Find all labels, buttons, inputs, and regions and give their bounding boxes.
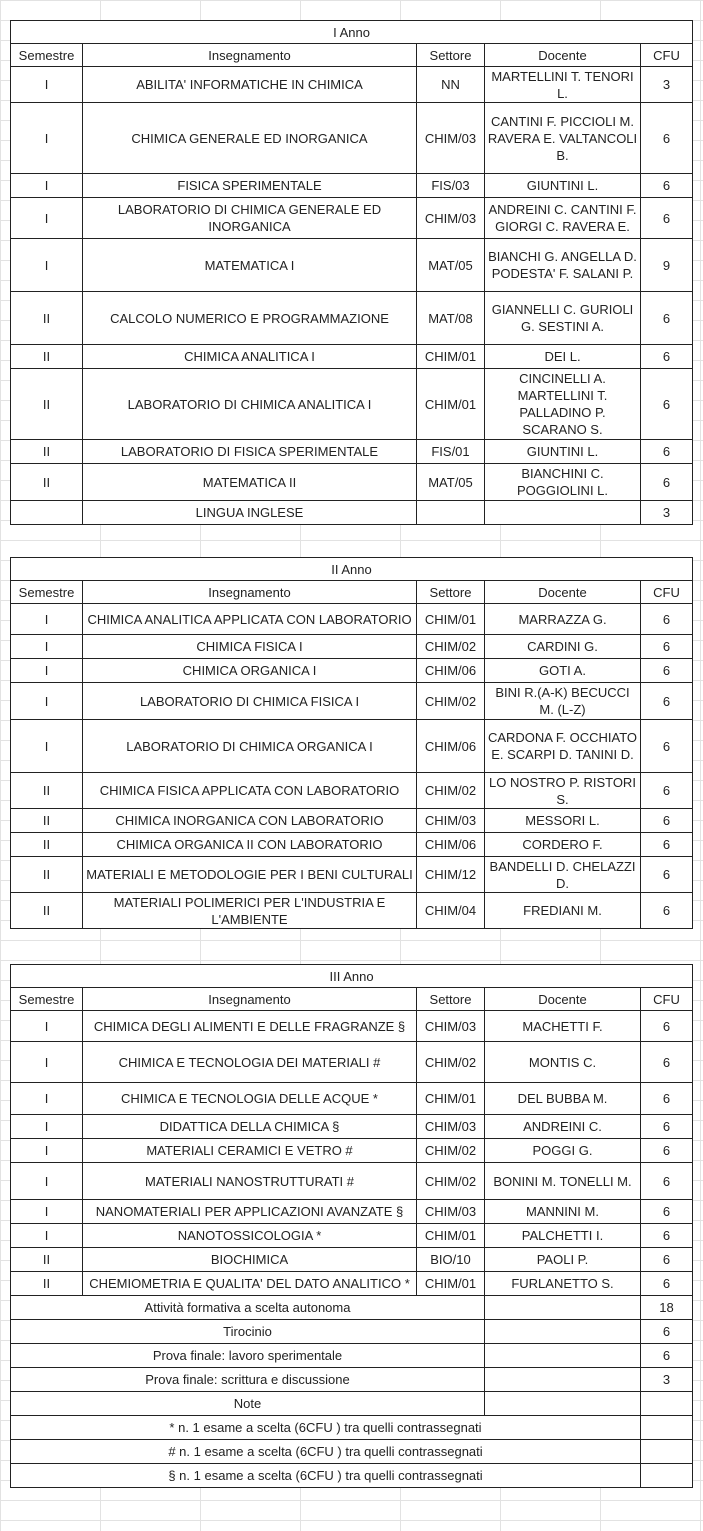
cell-cfu: 3 <box>641 67 693 103</box>
cell-insegnamento: MATERIALI POLIMERICI PER L'INDUSTRIA E L'AMBIENTE <box>83 893 417 929</box>
cell-insegnamento: MATERIALI NANOSTRUTTURATI # <box>83 1163 417 1200</box>
col-header-insegnamento: Insegnamento <box>83 581 417 604</box>
cell-docente: FURLANETTO S. <box>485 1272 641 1296</box>
cell-insegnamento: CHIMICA E TECNOLOGIA DEI MATERIALI # <box>83 1042 417 1083</box>
cell-insegnamento: BIOCHIMICA <box>83 1248 417 1272</box>
cell-settore: CHIM/01 <box>417 369 485 440</box>
cell-semestre: I <box>11 1042 83 1083</box>
cell-semestre: II <box>11 464 83 501</box>
table-row <box>11 857 693 893</box>
cell-docente: CARDINI G. <box>485 635 641 659</box>
cell-insegnamento: CHIMICA DEGLI ALIMENTI E DELLE FRAGRANZE § <box>83 1011 417 1042</box>
cell-cfu: 6 <box>641 1272 693 1296</box>
year3-table <box>10 964 693 1488</box>
cell-cfu: 6 <box>641 857 693 893</box>
cell-cfu: 6 <box>641 809 693 833</box>
cell-settore: CHIM/04 <box>417 893 485 929</box>
cell-cfu: 6 <box>641 198 693 239</box>
cell-cfu: 6 <box>641 1248 693 1272</box>
cell-settore: CHIM/03 <box>417 103 485 174</box>
cell-docente: BIANCHINI C. POGGIOLINI L. <box>485 464 641 501</box>
cell-docente: GOTI A. <box>485 659 641 683</box>
cell-insegnamento: CHIMICA GENERALE ED INORGANICA <box>83 103 417 174</box>
year1-title: I Anno <box>11 21 693 44</box>
cell-semestre: II <box>11 1248 83 1272</box>
table-row <box>11 239 693 292</box>
cell-settore: CHIM/01 <box>417 604 485 635</box>
cell-insegnamento: CHIMICA E TECNOLOGIA DELLE ACQUE * <box>83 1083 417 1115</box>
extra-activity-label: Tirocinio <box>11 1320 485 1344</box>
cell-cfu: 6 <box>641 683 693 720</box>
cell-docente: ANDREINI C. CANTINI F. GIORGI C. RAVERA E. <box>485 198 641 239</box>
table-row <box>11 464 693 501</box>
cell-insegnamento: CHIMICA FISICA APPLICATA CON LABORATORIO <box>83 773 417 809</box>
cell-insegnamento: CHIMICA ANALITICA I <box>83 345 417 369</box>
extra-row <box>11 1296 693 1320</box>
table-row <box>11 1248 693 1272</box>
cell-cfu: 6 <box>641 1224 693 1248</box>
table-row <box>11 659 693 683</box>
cell-settore: CHIM/01 <box>417 1272 485 1296</box>
table-row <box>11 893 693 929</box>
table-row <box>11 1011 693 1042</box>
cell-docente: CORDERO F. <box>485 833 641 857</box>
cell-semestre: II <box>11 857 83 893</box>
table-row <box>11 174 693 198</box>
cell-semestre: II <box>11 893 83 929</box>
cell-settore: CHIM/02 <box>417 1163 485 1200</box>
table-row <box>11 720 693 773</box>
cell-docente <box>485 1344 641 1368</box>
year1-table <box>10 20 693 525</box>
cell-semestre: II <box>11 773 83 809</box>
cell-settore: CHIM/03 <box>417 198 485 239</box>
table-row <box>11 635 693 659</box>
table-row <box>11 773 693 809</box>
cell-insegnamento: CHEMIOMETRIA E QUALITA' DEL DATO ANALITICO * <box>83 1272 417 1296</box>
cell-cfu: 6 <box>641 103 693 174</box>
cell-cfu: 6 <box>641 1344 693 1368</box>
cell-settore: CHIM/06 <box>417 659 485 683</box>
cell-settore: CHIM/06 <box>417 833 485 857</box>
cell-insegnamento: LABORATORIO DI CHIMICA ORGANICA I <box>83 720 417 773</box>
cell-docente: POGGI G. <box>485 1139 641 1163</box>
table-row <box>11 809 693 833</box>
col-header-cfu: CFU <box>641 988 693 1011</box>
cell-docente: PAOLI P. <box>485 1248 641 1272</box>
cell-semestre: I <box>11 1115 83 1139</box>
cell-semestre: I <box>11 1224 83 1248</box>
cell-insegnamento: LINGUA INGLESE <box>83 501 417 525</box>
cell-semestre: II <box>11 292 83 345</box>
col-header-docente: Docente <box>485 44 641 67</box>
cell-cfu: 6 <box>641 464 693 501</box>
cell-insegnamento: LABORATORIO DI CHIMICA ANALITICA I <box>83 369 417 440</box>
extra-row <box>11 1344 693 1368</box>
cell-semestre: II <box>11 369 83 440</box>
cell-insegnamento: MATERIALI E METODOLOGIE PER I BENI CULTURALI <box>83 857 417 893</box>
cell-cfu: 6 <box>641 1115 693 1139</box>
note-row <box>11 1440 693 1464</box>
cell-semestre: I <box>11 1200 83 1224</box>
cell-semestre: I <box>11 1083 83 1115</box>
cell-cfu: 6 <box>641 1011 693 1042</box>
cell-settore: MAT/05 <box>417 464 485 501</box>
cell-cfu: 6 <box>641 1042 693 1083</box>
cell-insegnamento: LABORATORIO DI CHIMICA GENERALE ED INORGANICA <box>83 198 417 239</box>
col-header-insegnamento: Insegnamento <box>83 44 417 67</box>
cell-cfu: 6 <box>641 635 693 659</box>
cell-settore: CHIM/02 <box>417 1042 485 1083</box>
cell-insegnamento: DIDATTICA DELLA CHIMICA § <box>83 1115 417 1139</box>
cell-cfu: 6 <box>641 369 693 440</box>
extra-activity-label: Attività formativa a scelta autonoma <box>11 1296 485 1320</box>
notes-title: Note <box>11 1392 485 1416</box>
table-row <box>11 833 693 857</box>
cell-semestre: I <box>11 198 83 239</box>
cell-docente: BINI R.(A-K) BECUCCI M. (L-Z) <box>485 683 641 720</box>
col-header-semestre: Semestre <box>11 581 83 604</box>
cell-insegnamento: LABORATORIO DI CHIMICA FISICA I <box>83 683 417 720</box>
cell-insegnamento: MATEMATICA II <box>83 464 417 501</box>
cell-semestre: II <box>11 345 83 369</box>
extra-activity-label: Prova finale: scrittura e discussione <box>11 1368 485 1392</box>
table-row <box>11 67 693 103</box>
cell-settore: CHIM/01 <box>417 345 485 369</box>
cell-semestre: I <box>11 635 83 659</box>
cell-cfu: 6 <box>641 174 693 198</box>
year2-table <box>10 557 693 929</box>
cell-docente: MESSORI L. <box>485 809 641 833</box>
cell-settore: CHIM/01 <box>417 1224 485 1248</box>
table-row <box>11 1042 693 1083</box>
cell-cfu: 6 <box>641 345 693 369</box>
col-header-settore: Settore <box>417 44 485 67</box>
cell-cfu: 6 <box>641 1320 693 1344</box>
cell-semestre: I <box>11 67 83 103</box>
cell-settore: MAT/08 <box>417 292 485 345</box>
cell-settore: NN <box>417 67 485 103</box>
col-header-cfu: CFU <box>641 44 693 67</box>
cell-insegnamento: CALCOLO NUMERICO E PROGRAMMAZIONE <box>83 292 417 345</box>
cell-docente <box>485 1320 641 1344</box>
cell-semestre: II <box>11 440 83 464</box>
extra-row <box>11 1320 693 1344</box>
table-row <box>11 103 693 174</box>
table-row <box>11 604 693 635</box>
cell-insegnamento: CHIMICA ANALITICA APPLICATA CON LABORATORIO <box>83 604 417 635</box>
cell-docente: DEL BUBBA M. <box>485 1083 641 1115</box>
cell-settore: CHIM/03 <box>417 1200 485 1224</box>
cell-semestre: I <box>11 1011 83 1042</box>
col-header-docente: Docente <box>485 988 641 1011</box>
table-row <box>11 1163 693 1200</box>
note-text: * n. 1 esame a scelta (6CFU ) tra quelli contrassegnati <box>11 1416 641 1440</box>
cell-cfu: 6 <box>641 833 693 857</box>
cell-semestre: I <box>11 683 83 720</box>
cell-cfu: 18 <box>641 1296 693 1320</box>
table-row <box>11 1139 693 1163</box>
cell-settore: CHIM/01 <box>417 1083 485 1115</box>
cell-docente: MARRAZZA G. <box>485 604 641 635</box>
table-row <box>11 1200 693 1224</box>
cell-cfu: 6 <box>641 440 693 464</box>
year3-title: III Anno <box>11 965 693 988</box>
cell-cfu: 6 <box>641 292 693 345</box>
cell-docente: BONINI M. TONELLI M. <box>485 1163 641 1200</box>
year2-title: II Anno <box>11 558 693 581</box>
table-row <box>11 198 693 239</box>
cell-semestre: II <box>11 833 83 857</box>
cell-settore: MAT/05 <box>417 239 485 292</box>
cell-insegnamento: LABORATORIO DI FISICA SPERIMENTALE <box>83 440 417 464</box>
cell-docente: GIUNTINI L. <box>485 174 641 198</box>
cell-cfu: 3 <box>641 501 693 525</box>
cell-semestre: I <box>11 239 83 292</box>
col-header-docente: Docente <box>485 581 641 604</box>
cell-docente: MANNINI M. <box>485 1200 641 1224</box>
cell-insegnamento: MATEMATICA I <box>83 239 417 292</box>
col-header-insegnamento: Insegnamento <box>83 988 417 1011</box>
cell-docente: ANDREINI C. <box>485 1115 641 1139</box>
cell-settore: CHIM/03 <box>417 1011 485 1042</box>
cell-settore: CHIM/03 <box>417 809 485 833</box>
note-text: # n. 1 esame a scelta (6CFU ) tra quelli contrassegnati <box>11 1440 641 1464</box>
cell-cfu: 6 <box>641 1163 693 1200</box>
table-row <box>11 501 693 525</box>
cell-semestre: I <box>11 659 83 683</box>
table-row <box>11 440 693 464</box>
table-row <box>11 1224 693 1248</box>
note-row <box>11 1416 693 1440</box>
cell-semestre: II <box>11 1272 83 1296</box>
cell-semestre: I <box>11 174 83 198</box>
cell-cfu: 6 <box>641 893 693 929</box>
cell-insegnamento: CHIMICA ORGANICA I <box>83 659 417 683</box>
cell-semestre <box>11 501 83 525</box>
cell-settore: CHIM/06 <box>417 720 485 773</box>
col-header-semestre: Semestre <box>11 988 83 1011</box>
cell-insegnamento: NANOTOSSICOLOGIA * <box>83 1224 417 1248</box>
cell-docente: BIANCHI G. ANGELLA D. PODESTA' F. SALANI P. <box>485 239 641 292</box>
cell-semestre: I <box>11 720 83 773</box>
table-row <box>11 369 693 440</box>
cell-settore: FIS/03 <box>417 174 485 198</box>
cell-cfu: 6 <box>641 720 693 773</box>
cell-semestre: I <box>11 1163 83 1200</box>
cell-docente <box>485 1296 641 1320</box>
cell-docente: BANDELLI D. CHELAZZI D. <box>485 857 641 893</box>
cell-settore: CHIM/03 <box>417 1115 485 1139</box>
cell-docente: GIUNTINI L. <box>485 440 641 464</box>
cell-cfu: 6 <box>641 604 693 635</box>
cell-settore: CHIM/02 <box>417 635 485 659</box>
notes-header-row <box>11 1392 693 1416</box>
cell-docente: GIANNELLI C. GURIOLI G. SESTINI A. <box>485 292 641 345</box>
cell-semestre: I <box>11 103 83 174</box>
cell-insegnamento: FISICA SPERIMENTALE <box>83 174 417 198</box>
cell-semestre: II <box>11 809 83 833</box>
cell-settore: FIS/01 <box>417 440 485 464</box>
cell-insegnamento: CHIMICA ORGANICA II CON LABORATORIO <box>83 833 417 857</box>
cell-docente: DEI L. <box>485 345 641 369</box>
cell-settore: CHIM/02 <box>417 1139 485 1163</box>
cell-insegnamento: NANOMATERIALI PER APPLICAZIONI AVANZATE § <box>83 1200 417 1224</box>
cell-insegnamento: CHIMICA FISICA I <box>83 635 417 659</box>
cell-cfu: 6 <box>641 1083 693 1115</box>
cell-insegnamento: CHIMICA INORGANICA CON LABORATORIO <box>83 809 417 833</box>
cell-settore: CHIM/12 <box>417 857 485 893</box>
cell-cfu: 6 <box>641 1139 693 1163</box>
cell-cfu: 3 <box>641 1368 693 1392</box>
cell-docente: FREDIANI M. <box>485 893 641 929</box>
cell-docente: CARDONA F. OCCHIATO E. SCARPI D. TANINI D. <box>485 720 641 773</box>
note-text: § n. 1 esame a scelta (6CFU ) tra quelli contrassegnati <box>11 1464 641 1488</box>
cell-docente: PALCHETTI I. <box>485 1224 641 1248</box>
cell-docente: LO NOSTRO P. RISTORI S. <box>485 773 641 809</box>
table-row <box>11 292 693 345</box>
col-header-settore: Settore <box>417 581 485 604</box>
col-header-settore: Settore <box>417 988 485 1011</box>
extra-activity-label: Prova finale: lavoro sperimentale <box>11 1344 485 1368</box>
extra-row <box>11 1368 693 1392</box>
col-header-semestre: Semestre <box>11 44 83 67</box>
cell-settore: CHIM/02 <box>417 683 485 720</box>
table-row <box>11 683 693 720</box>
cell-docente: MACHETTI F. <box>485 1011 641 1042</box>
cell-cfu: 6 <box>641 1200 693 1224</box>
cell-insegnamento: ABILITA' INFORMATICHE IN CHIMICA <box>83 67 417 103</box>
table-row <box>11 345 693 369</box>
cell-docente: CINCINELLI A. MARTELLINI T. PALLADINO P. SCARANO S. <box>485 369 641 440</box>
cell-docente <box>485 1368 641 1392</box>
table-row <box>11 1272 693 1296</box>
cell-docente <box>485 501 641 525</box>
cell-docente: MONTIS C. <box>485 1042 641 1083</box>
note-row <box>11 1464 693 1488</box>
cell-docente: CANTINI F. PICCIOLI M. RAVERA E. VALTANCOLI B. <box>485 103 641 174</box>
cell-settore <box>417 501 485 525</box>
col-header-cfu: CFU <box>641 581 693 604</box>
cell-insegnamento: MATERIALI CERAMICI E VETRO # <box>83 1139 417 1163</box>
cell-semestre: I <box>11 1139 83 1163</box>
cell-settore: BIO/10 <box>417 1248 485 1272</box>
cell-semestre: I <box>11 604 83 635</box>
cell-cfu: 9 <box>641 239 693 292</box>
table-row <box>11 1083 693 1115</box>
table-row <box>11 1115 693 1139</box>
cell-cfu: 6 <box>641 773 693 809</box>
cell-settore: CHIM/02 <box>417 773 485 809</box>
cell-cfu: 6 <box>641 659 693 683</box>
cell-docente: MARTELLINI T. TENORI L. <box>485 67 641 103</box>
